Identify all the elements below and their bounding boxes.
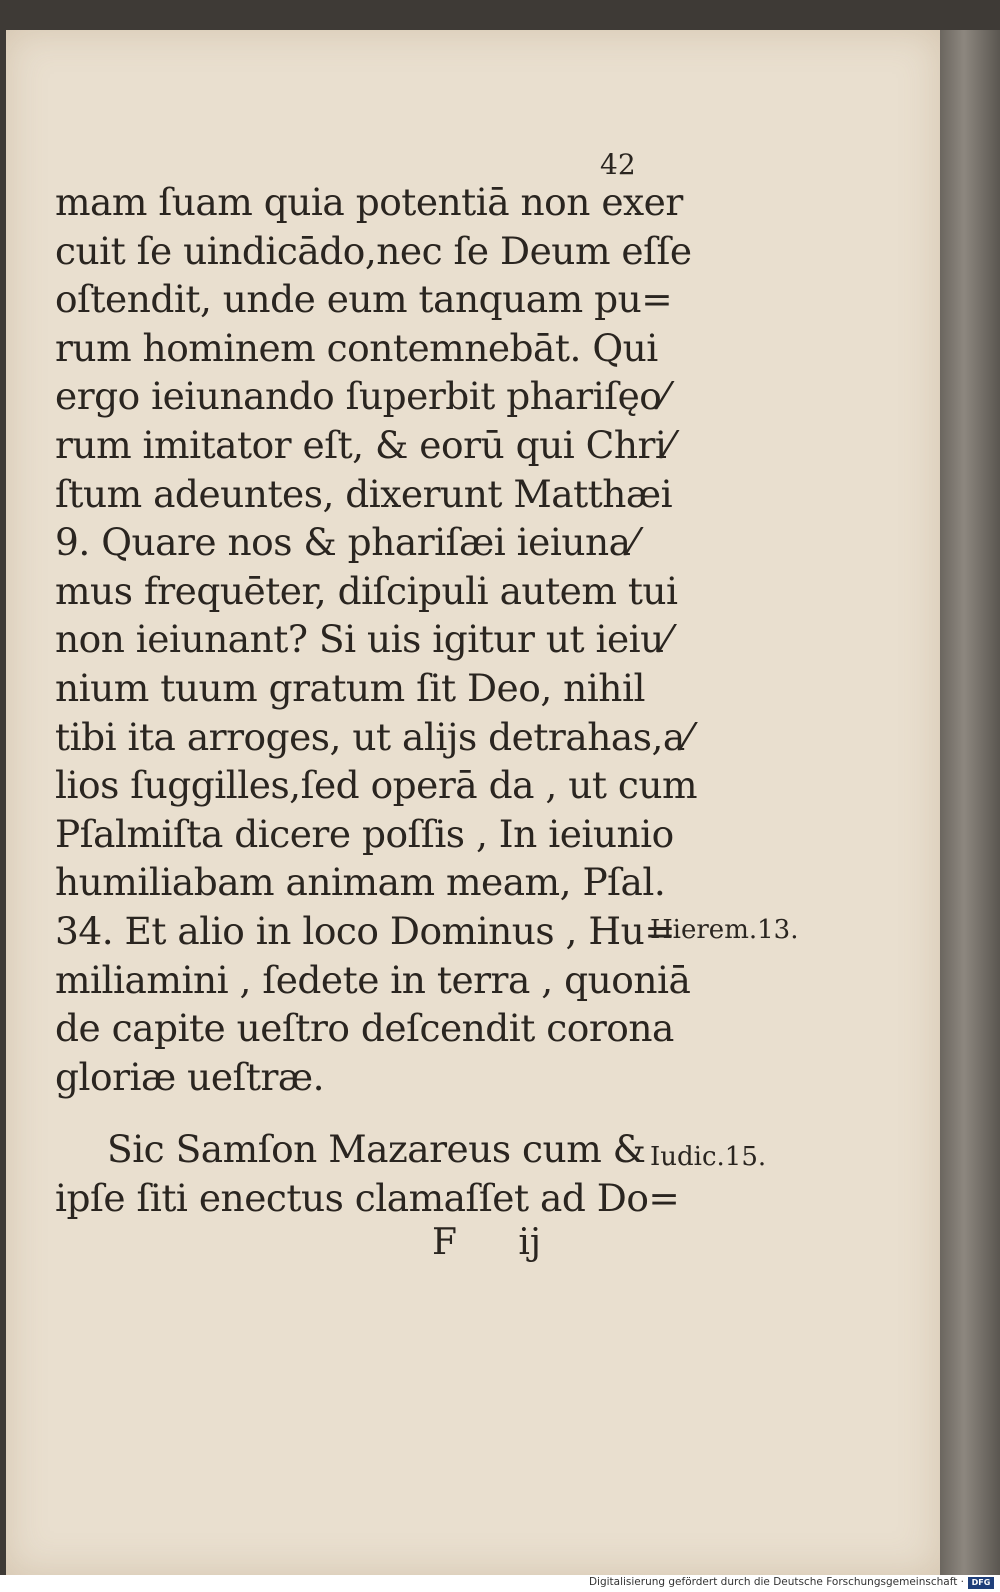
text-line: ipſe ſiti enectus clamaſſet ad Do= [55,1175,680,1220]
page-number: 42 [600,148,636,181]
text-line: Pſalmiſta dicere poſſis , In ieiunio [55,811,674,856]
text-line: 34. Et alio in loco Dominus , Hu= [55,908,676,953]
text-line: miliamini , ſedete in terra , quoniā [55,957,691,1002]
text-line: rum hominem contemnebāt. Qui [55,325,658,370]
text-line: 9. Quare nos & phariſæi ieiuna⁄ [55,520,637,565]
footer-bar [0,1575,1000,1592]
main-text-block [55,178,698,1101]
text-line: humiliabam animam meam, Pſal. [55,860,666,905]
text-line: non ieiunant? Si uis igitur ut ieiu⁄ [55,617,670,662]
marginal-note: Hierem.13. [650,915,799,945]
text-line: tibi ita arroges, ut alijs detrahas,a⁄ [55,714,691,759]
text-line: mus frequēter, diſcipuli autem tui [55,568,678,613]
book-edge [940,30,1000,1575]
text-line: nium tuum gratum ſit Deo, nihil [55,665,645,710]
text-line: gloriæ ueſtræ. [55,1054,325,1099]
marginal-note: Iudic.15. [650,1142,767,1172]
text-line: de capite ueſtro deſcendit corona [55,1006,674,1051]
funding-notice: Digitalisierung gefördert durch die Deutsche Forschungsgemeinschaft · [588,1576,964,1588]
text-line: rum imitator eſt, & eorū qui Chri⁄ [55,422,673,467]
signature-mark: F ij [432,1222,542,1263]
dfg-logo: DFG [968,1577,994,1589]
text-line: ergo ieiunando ſuperbit phariſęo⁄ [55,374,668,419]
text-line: cuit ſe uindicādo,nec ſe Deum eſſe [55,228,692,273]
text-line: Sic Samſon Mazareus cum & [107,1127,646,1171]
text-line: oſtendit, unde eum tanquam pu= [55,277,673,322]
text-line: mam ſuam quia potentiā non exer [55,180,683,224]
text-line: ſtum adeuntes, dixerunt Matthæi [55,471,673,516]
paragraph-two [55,1125,680,1222]
text-line: lios ſuggilles,ſed operā da , ut cum [55,763,698,808]
